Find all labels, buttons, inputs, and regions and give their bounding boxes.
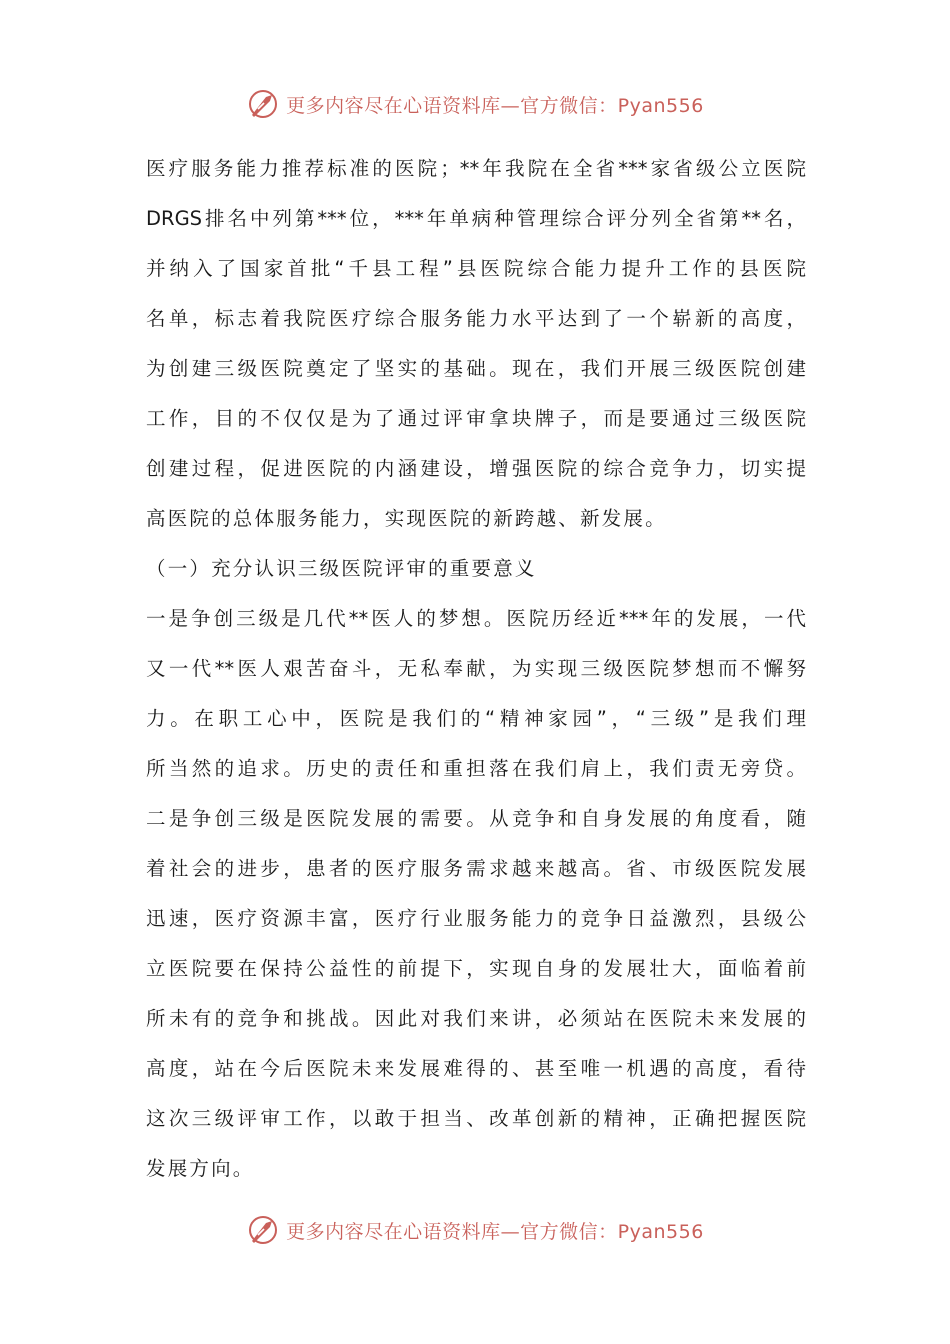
watermark-header	[0, 84, 950, 124]
body-line: 医疗服务能力推荐标准的医院；**年我院在全省***家省级公立医院	[146, 157, 806, 180]
pen-nib-logo-icon	[246, 1213, 280, 1247]
body-line: 名单，标志着我院医疗综合服务能力水平达到了一个崭新的高度，	[146, 307, 806, 330]
body-line: 迅速，医疗资源丰富，医疗行业服务能力的竞争日益激烈，县级公	[146, 907, 806, 930]
body-line: 高度，站在今后医院未来发展难得的、甚至唯一机遇的高度，看待	[146, 1057, 806, 1080]
watermark-label: 更多内容尽在心语资料库—官方微信：	[286, 1220, 618, 1243]
document-body	[146, 144, 806, 1194]
watermark-label: 更多内容尽在心语资料库—官方微信：	[286, 94, 618, 117]
body-line: DRGS排名中列第***位，***年单病种管理综合评分列全省第**名，	[146, 207, 806, 230]
body-line: 工作，目的不仅仅是为了通过评审拿块牌子，而是要通过三级医院	[146, 407, 806, 430]
watermark-wechat-id: Pyan556	[617, 1220, 704, 1243]
watermark-text	[286, 91, 704, 118]
body-line: 力。在职工心中，医院是我们的“精神家园”，“三级”是我们理	[146, 707, 806, 730]
body-line: 二是争创三级是医院发展的需要。从竞争和自身发展的角度看，随	[146, 807, 806, 830]
body-line: 这次三级评审工作，以敢于担当、改革创新的精神，正确把握医院	[146, 1107, 806, 1130]
body-line: 又一代**医人艰苦奋斗，无私奉献，为实现三级医院梦想而不懈努	[146, 657, 806, 680]
body-line: 创建过程，促进医院的内涵建设，增强医院的综合竞争力，切实提	[146, 457, 806, 480]
body-line: 所当然的追求。历史的责任和重担落在我们肩上，我们责无旁贷。	[146, 757, 806, 780]
body-line: 并纳入了国家首批“千县工程”县医院综合能力提升工作的县医院	[146, 257, 806, 280]
body-line: 所未有的竞争和挑战。因此对我们来讲，必须站在医院未来发展的	[146, 1007, 806, 1030]
watermark-footer	[0, 1210, 950, 1250]
pen-nib-logo-icon	[246, 87, 280, 121]
section-heading: （一）充分认识三级医院评审的重要意义	[146, 557, 537, 580]
body-line: 发展方向。	[146, 1157, 255, 1180]
watermark-text	[286, 1217, 704, 1244]
body-line: 着社会的进步，患者的医疗服务需求越来越高。省、市级医院发展	[146, 857, 806, 880]
body-line: 为创建三级医院奠定了坚实的基础。现在，我们开展三级医院创建	[146, 357, 806, 380]
body-line: 立医院要在保持公益性的前提下，实现自身的发展壮大，面临着前	[146, 957, 806, 980]
body-line: 高医院的总体服务能力，实现医院的新跨越、新发展。	[146, 507, 667, 530]
body-line: 一是争创三级是几代**医人的梦想。医院历经近***年的发展，一代	[146, 607, 806, 630]
watermark-wechat-id: Pyan556	[617, 94, 704, 117]
